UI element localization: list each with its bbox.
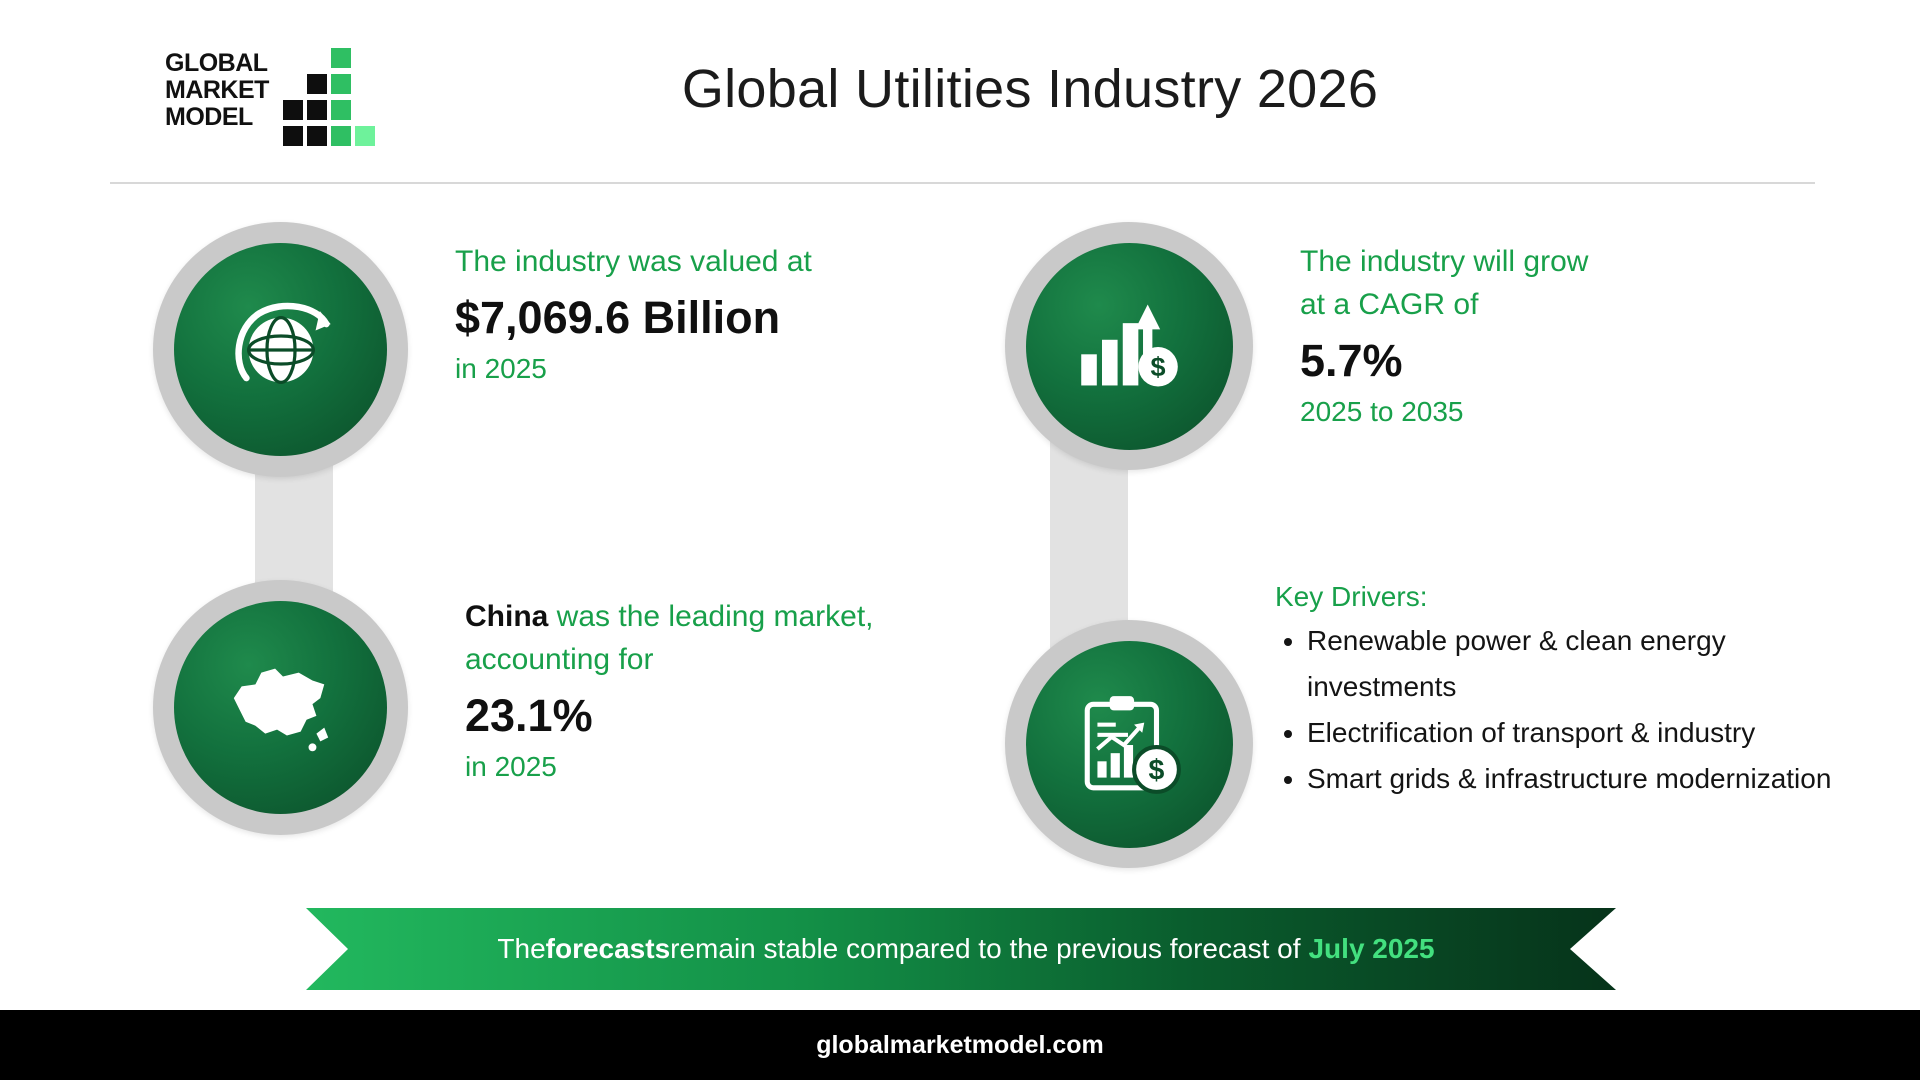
clipboard-report-dollar-icon	[1073, 688, 1185, 800]
footer	[0, 1010, 1920, 1080]
leading-market-lead	[465, 595, 1025, 638]
logo-squares-icon	[283, 48, 375, 148]
china-map-icon	[222, 658, 340, 758]
leading-market-share: 23.1%	[465, 690, 593, 741]
key-driver-item: • Renewable power & clean energy investments	[1307, 618, 1845, 710]
logo-wordmark	[165, 50, 275, 131]
cagr-circle	[1005, 222, 1253, 470]
market-value-circle	[153, 222, 408, 477]
logo-line-3: MODEL	[165, 103, 253, 131]
header	[0, 0, 1920, 182]
ribbon-date: July 2025	[1308, 933, 1435, 964]
leading-market-year: in 2025	[465, 751, 557, 782]
cagr-text	[1300, 240, 1780, 432]
globe-orbit-icon	[227, 296, 335, 404]
leading-market-circle	[153, 580, 408, 835]
market-value-amount: $7,069.6 Billion	[455, 292, 781, 343]
key-drivers-circle	[1005, 620, 1253, 868]
leading-market-country: China	[465, 600, 549, 633]
header-divider	[110, 182, 1815, 184]
market-value-text	[455, 240, 975, 389]
ribbon-text-before: The	[497, 933, 546, 964]
key-drivers-list	[1275, 618, 1845, 802]
svg-text:$: $	[1150, 352, 1166, 383]
leading-market-text	[465, 595, 1025, 787]
bar-chart-growth-dollar-icon	[1075, 294, 1183, 398]
market-value-year: in 2025	[455, 353, 547, 384]
key-driver-item: • Electrification of transport & industry	[1307, 710, 1845, 756]
footer-website[interactable]: globalmarketmodel.com	[816, 1030, 1104, 1059]
logo	[165, 40, 375, 160]
market-value-lead: The industry was valued at	[455, 245, 812, 278]
cagr-value: 5.7%	[1300, 335, 1403, 386]
key-driver-item: • Smart grids & infrastructure modernization	[1307, 756, 1845, 802]
cagr-lead-line-1: The industry will grow	[1300, 245, 1589, 278]
leading-market-lead-rest: was the leading market,	[548, 600, 874, 633]
logo-line-2: MARKET	[165, 76, 269, 104]
key-drivers-title: Key Drivers:	[1275, 581, 1428, 612]
ribbon-text	[306, 908, 1616, 990]
cagr-period: 2025 to 2035	[1300, 396, 1464, 427]
ribbon-text-bold: forecasts	[545, 933, 671, 964]
key-drivers-text	[1275, 578, 1845, 802]
ribbon-text-after: remain stable compared to the previous forecast of	[670, 933, 1301, 964]
svg-text:$: $	[1148, 754, 1165, 787]
forecast-ribbon	[306, 908, 1616, 990]
logo-line-1: GLOBAL	[165, 49, 268, 77]
cagr-lead-line-2: at a CAGR of	[1300, 288, 1479, 321]
leading-market-lead-line-2: accounting for	[465, 643, 654, 676]
page-title: Global Utilities Industry 2026	[681, 59, 1379, 119]
